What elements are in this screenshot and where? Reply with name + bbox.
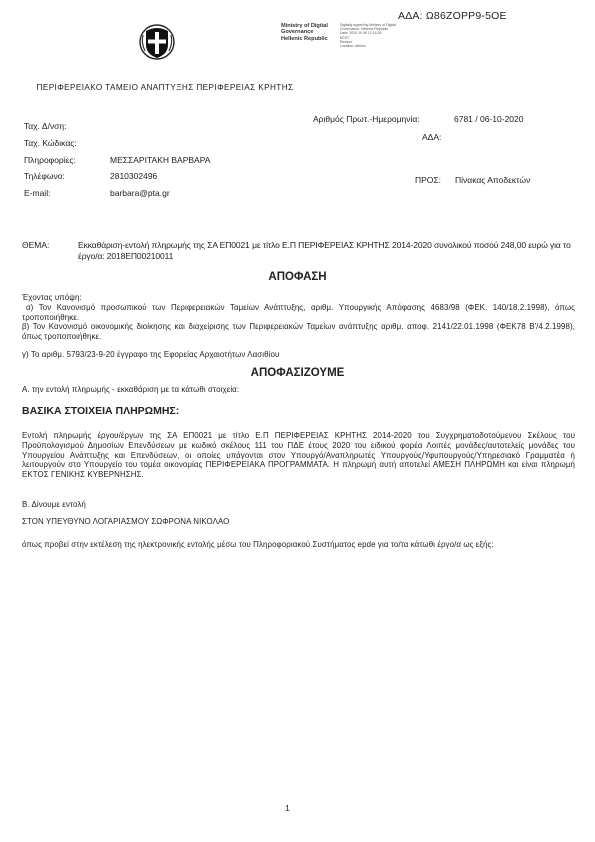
accountant-line: ΣΤΟΝ ΥΠΕΥΘΥΝΟ ΛΟΓΑΡΙΑΣΜΟΥ ΣΩΦΡΟΝΑ ΝΙΚΟΛΑΟ [22, 517, 230, 526]
protocol-value: 6781 / 06-10-2020 [454, 114, 524, 124]
tax-address-label: Ταχ. Δ/νση: [24, 121, 67, 131]
info-value: ΜΕΣΣΑΡΙΤΑΚΗ ΒΑΡΒΑΡΑ [110, 155, 211, 165]
to-label: ΠΡΟΣ: [415, 175, 442, 185]
considering-a: α) Τον Κανονισμό προσωπικού των Περιφερειακών Ταμείων Ανάπτυξης, αριθμ. Υπουργικής Απόφασης 4683/98 (ΦΕΚ. 140/18.2.1998), όπως τροποποιήθηκε. [22, 303, 575, 322]
considering-b: β) Τον Κανονισμό οικονομικής διοίκησης και διαχείρισης των Περιφερειακών Ταμείων ανάπτυξης αριθμ. αποφ. 2141/22.01.1998 (ΦΕΚ78 Β'/4.2.1998), όπως τροποποιήθηκε. [22, 322, 575, 341]
signature-line: Governance [281, 29, 314, 36]
considering-c: γ) Το αριθμ. 5793/23-9-20 έγγραφο της Εφορείας Αρχαιοτήτων Λασιθίου [22, 350, 280, 359]
signature-detail-line: Date: 2020.10.06 12:14:26 [340, 31, 382, 36]
phone-label: Τηλέφωνο: [24, 171, 65, 181]
signature-detail-line: Location: Athens [340, 44, 366, 49]
considering-intro: Έχοντας υπόψη: [22, 293, 82, 302]
we-decide-line: Α. την εντολή πληρωμής - εκκαθάριση με τα κάτωθι στοιχεία: [22, 385, 240, 394]
info-label: Πληροφορίες: [24, 155, 76, 165]
subject-label: ΘΕΜΑ: [22, 240, 50, 250]
signature-detail-line: EEST [340, 35, 350, 40]
signature-line: Ministry of Digital [281, 23, 328, 29]
ada-label: ΑΔΑ: [422, 132, 442, 142]
to-value: Πίνακας Αποδεκτών [455, 175, 531, 185]
signature-detail-line: Governance, Hellenic Republic [340, 27, 389, 32]
proceed-text: όπως προβεί στην εκτέλεση της ηλεκτρονικής εντολής μέσω του Πληροφοριακού Συστήματος epde για το/τα κάτωθι έργο/α ως εξής: [22, 540, 494, 549]
basic-payment-title: ΒΑΣΙΚΑ ΣΤΟΙΧΕΙΑ ΠΛΗΡΩΜΗΣ: [22, 405, 180, 417]
signature-detail-line: Reason: [340, 39, 354, 44]
email-value: barbara@pta.gr [110, 188, 170, 198]
phone-value: 2810302496 [110, 171, 158, 181]
digital-signature-block [281, 23, 328, 42]
organization-name: ΠΕΡΙΦΕΡΕΙΑΚΟ ΤΑΜΕΙΟ ΑΝΑΠΤΥΞΗΣ ΠΕΡΙΦΕΡΕΙΑΣ ΚΡΗΤΗΣ [36, 83, 294, 92]
email-label: E-mail: [24, 188, 51, 198]
postal-code-label: Ταχ. Κώδικας: [24, 138, 77, 148]
give-order-line: Β. Δίνουμε εντολή [22, 500, 86, 509]
decision-title: ΑΠΟΦΑΣΗ [268, 271, 327, 283]
signature-line: Hellenic Republic [281, 35, 328, 42]
protocol-label: Αριθμός Πρωτ.-Ημερομηνία: [313, 114, 420, 124]
greek-emblem-icon [138, 21, 176, 63]
page-number: 1 [285, 803, 290, 813]
we-decide-title: ΑΠΟΦΑΣΙΖΟΥΜΕ [250, 367, 345, 379]
ada-code: ΑΔΑ: Ω86ΖΟΡΡ9-5ΟΕ [398, 10, 507, 22]
payment-paragraph: Εντολή πληρωμής έργου/έργων της ΣΑ ΕΠ0021 με τίτλο Ε.Π ΠΕΡΙΦΕΡΕΙΑΣ ΚΡΗΤΗΣ 2014-2020 του Συγχρηματοδοτούμενου Σκέλους του Προϋπολογισμού Δημοσίων Επενδύσεων με κωδικό σκέλους 111 του ΠΔΕ έτους 2020 του ειδικού φορέα Λοιπές μονάδες/αυτοτελείς μονάδες του Υπουργείου Ανάπτυξης και Επενδύσεων, οι οποίες υπάγονται στον Υπουργό/Αναπληρωτές Υπουργούς/Υφυπουργούς/Υπηρεσιακό Γραμματέα ή λειτουργούν στο Υπουργείο του τομέα οικονομίας ΠΕΡΙΦΕΡΕΙΑΚΑ ΠΡΟΓΡΑΜΜΑΤΑ. Η πληρωμή αυτή αποτελεί ΑΜΕΣΗ ΠΛΗΡΩΜΗ και είναι πληρωμή ΕΚΤΟΣ ΓΕΝΙΚΗΣ ΚΥΒΕΡΝΗΣΗΣ. [22, 431, 575, 480]
subject-text: Εκκαθάριση-εντολή πληρωμής της ΣΑ ΕΠ0021 με τίτλο Ε.Π ΠΕΡΙΦΕΡΕΙΑΣ ΚΡΗΤΗΣ 2014-2020 συνολικού ποσού 248,00 ευρώ για το έργο/α: 2018ΕΠ00210011 [78, 240, 571, 261]
signature-detail-line: Digitally signed by Ministry of Digital [340, 23, 396, 27]
digital-signature-details [340, 23, 400, 48]
